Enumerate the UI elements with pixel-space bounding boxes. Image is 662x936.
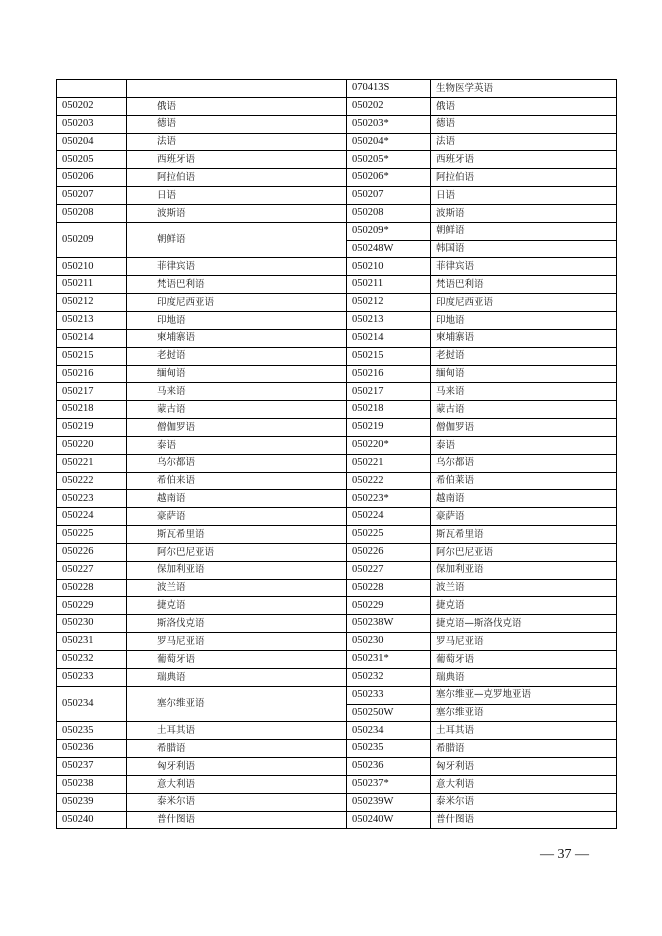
table-row [57, 133, 617, 151]
new-code-cell: 050204* [347, 133, 431, 151]
new-name-cell: 老挝语 [431, 347, 617, 365]
table-row [57, 383, 617, 401]
table-row [57, 633, 617, 651]
old-code-cell: 050233 [57, 668, 127, 686]
old-name-cell: 俄语 [127, 97, 347, 115]
old-name-cell: 保加利亚语 [127, 561, 347, 579]
table-row [57, 508, 617, 526]
new-code-cell: 050238W [347, 615, 431, 633]
table-row [57, 615, 617, 633]
old-code-cell: 050237 [57, 758, 127, 776]
old-name-cell: 阿拉伯语 [127, 169, 347, 187]
table-row [57, 311, 617, 329]
old-name-cell: 菲律宾语 [127, 258, 347, 276]
new-name-cell: 缅甸语 [431, 365, 617, 383]
old-code-cell: 050209 [57, 222, 127, 258]
table-body [57, 80, 617, 829]
old-code-cell: 050225 [57, 526, 127, 544]
new-code-cell: 050224 [347, 508, 431, 526]
old-name-cell: 泰语 [127, 436, 347, 454]
old-name-cell: 波斯语 [127, 204, 347, 222]
table-row [57, 347, 617, 365]
table-row [57, 561, 617, 579]
table-row [57, 811, 617, 829]
table-row [57, 294, 617, 312]
new-code-cell: 050250W [347, 704, 431, 722]
old-code-cell: 050224 [57, 508, 127, 526]
table-row [57, 115, 617, 133]
old-name-cell: 塞尔维亚语 [127, 686, 347, 722]
old-name-cell: 罗马尼亚语 [127, 633, 347, 651]
table-row [57, 222, 617, 240]
table-row [57, 419, 617, 437]
table-row [57, 258, 617, 276]
new-name-cell: 菲律宾语 [431, 258, 617, 276]
new-code-cell: 050215 [347, 347, 431, 365]
new-code-cell: 050230 [347, 633, 431, 651]
table-row [57, 579, 617, 597]
old-name-cell: 乌尔都语 [127, 454, 347, 472]
table-row [57, 169, 617, 187]
new-code-cell: 050208 [347, 204, 431, 222]
new-name-cell: 豪萨语 [431, 508, 617, 526]
old-name-cell: 印地语 [127, 311, 347, 329]
old-code-cell: 050202 [57, 97, 127, 115]
new-name-cell: 韩国语 [431, 240, 617, 258]
old-code-cell: 050238 [57, 775, 127, 793]
old-name-cell: 阿尔巴尼亚语 [127, 543, 347, 561]
new-code-cell: 050213 [347, 311, 431, 329]
new-code-cell: 050210 [347, 258, 431, 276]
old-code-cell: 050215 [57, 347, 127, 365]
old-code-cell: 050231 [57, 633, 127, 651]
new-name-cell: 瑞典语 [431, 668, 617, 686]
old-name-cell: 希腊语 [127, 740, 347, 758]
old-code-cell: 050239 [57, 793, 127, 811]
old-name-cell: 法语 [127, 133, 347, 151]
table-row [57, 187, 617, 205]
table-row [57, 97, 617, 115]
table-row [57, 722, 617, 740]
new-code-cell: 050212 [347, 294, 431, 312]
new-code-cell: 050214 [347, 329, 431, 347]
table-row [57, 758, 617, 776]
new-code-cell: 050231* [347, 651, 431, 669]
new-code-cell: 050228 [347, 579, 431, 597]
new-name-cell: 捷克语 [431, 597, 617, 615]
new-name-cell: 蒙古语 [431, 401, 617, 419]
new-code-cell: 050240W [347, 811, 431, 829]
new-code-cell: 050239W [347, 793, 431, 811]
table-row [57, 775, 617, 793]
old-code-cell: 050226 [57, 543, 127, 561]
old-name-cell: 捷克语 [127, 597, 347, 615]
new-name-cell: 僧伽罗语 [431, 419, 617, 437]
new-code-cell: 050235 [347, 740, 431, 758]
new-code-cell: 050226 [347, 543, 431, 561]
page-number: — 37 — [540, 847, 589, 862]
old-code-cell: 050218 [57, 401, 127, 419]
new-name-cell: 匈牙利语 [431, 758, 617, 776]
new-name-cell: 德语 [431, 115, 617, 133]
new-name-cell: 越南语 [431, 490, 617, 508]
old-name-cell: 老挝语 [127, 347, 347, 365]
new-name-cell: 斯瓦希里语 [431, 526, 617, 544]
old-name-cell: 柬埔寨语 [127, 329, 347, 347]
old-code-cell: 050222 [57, 472, 127, 490]
old-code-cell: 050217 [57, 383, 127, 401]
table-row [57, 80, 617, 98]
new-name-cell: 阿尔巴尼亚语 [431, 543, 617, 561]
new-code-cell: 050209* [347, 222, 431, 240]
old-name-cell: 豪萨语 [127, 508, 347, 526]
new-name-cell: 希伯莱语 [431, 472, 617, 490]
old-code-cell: 050216 [57, 365, 127, 383]
old-name-cell: 泰米尔语 [127, 793, 347, 811]
old-code-cell: 050221 [57, 454, 127, 472]
new-name-cell: 意大利语 [431, 775, 617, 793]
new-code-cell: 050237* [347, 775, 431, 793]
new-name-cell: 波斯语 [431, 204, 617, 222]
new-name-cell: 印度尼西亚语 [431, 294, 617, 312]
old-code-cell: 050204 [57, 133, 127, 151]
table-row [57, 668, 617, 686]
table-row [57, 526, 617, 544]
old-name-cell: 朝鲜语 [127, 222, 347, 258]
table-row [57, 365, 617, 383]
new-code-cell: 050236 [347, 758, 431, 776]
new-code-cell: 050203* [347, 115, 431, 133]
old-code-cell: 050229 [57, 597, 127, 615]
new-code-cell: 050225 [347, 526, 431, 544]
new-code-cell: 050234 [347, 722, 431, 740]
table-row [57, 490, 617, 508]
table-row [57, 740, 617, 758]
table-row [57, 276, 617, 294]
new-name-cell: 印地语 [431, 311, 617, 329]
table-row [57, 686, 617, 704]
new-code-cell: 050216 [347, 365, 431, 383]
new-name-cell: 泰语 [431, 436, 617, 454]
old-name-cell: 印度尼西亚语 [127, 294, 347, 312]
new-name-cell: 保加利亚语 [431, 561, 617, 579]
new-name-cell: 日语 [431, 187, 617, 205]
table-row [57, 651, 617, 669]
new-name-cell: 普什图语 [431, 811, 617, 829]
new-code-cell: 050218 [347, 401, 431, 419]
table-row [57, 151, 617, 169]
old-name-cell: 匈牙利语 [127, 758, 347, 776]
old-code-cell: 050227 [57, 561, 127, 579]
old-code-cell: 050210 [57, 258, 127, 276]
old-code-cell: 050234 [57, 686, 127, 722]
old-code-cell: 050211 [57, 276, 127, 294]
new-name-cell: 波兰语 [431, 579, 617, 597]
new-name-cell: 捷克语—斯洛伐克语 [431, 615, 617, 633]
old-name-cell: 波兰语 [127, 579, 347, 597]
old-code-cell: 050223 [57, 490, 127, 508]
table-row [57, 401, 617, 419]
new-code-cell: 050206* [347, 169, 431, 187]
new-code-cell: 050217 [347, 383, 431, 401]
new-name-cell: 马来语 [431, 383, 617, 401]
new-code-cell: 050248W [347, 240, 431, 258]
old-code-cell: 050236 [57, 740, 127, 758]
table-row [57, 436, 617, 454]
new-name-cell: 俄语 [431, 97, 617, 115]
new-name-cell: 葡萄牙语 [431, 651, 617, 669]
new-code-cell: 050211 [347, 276, 431, 294]
table-row [57, 597, 617, 615]
old-name-cell: 斯瓦希里语 [127, 526, 347, 544]
old-name-cell: 越南语 [127, 490, 347, 508]
old-name-cell: 蒙古语 [127, 401, 347, 419]
new-code-cell: 050227 [347, 561, 431, 579]
new-name-cell: 生物医学英语 [431, 80, 617, 98]
new-code-cell: 050222 [347, 472, 431, 490]
new-code-cell: 070413S [347, 80, 431, 98]
table-row [57, 204, 617, 222]
old-code-cell: 050219 [57, 419, 127, 437]
new-name-cell: 柬埔寨语 [431, 329, 617, 347]
old-name-cell: 马来语 [127, 383, 347, 401]
old-name-cell: 僧伽罗语 [127, 419, 347, 437]
old-code-cell: 050240 [57, 811, 127, 829]
old-code-cell: 050203 [57, 115, 127, 133]
old-name-cell: 日语 [127, 187, 347, 205]
old-code-cell: 050232 [57, 651, 127, 669]
new-name-cell: 西班牙语 [431, 151, 617, 169]
old-name-cell: 缅甸语 [127, 365, 347, 383]
old-name-cell [127, 80, 347, 98]
new-name-cell: 朝鲜语 [431, 222, 617, 240]
old-code-cell: 050230 [57, 615, 127, 633]
old-name-cell: 普什图语 [127, 811, 347, 829]
old-code-cell: 050212 [57, 294, 127, 312]
new-code-cell: 050207 [347, 187, 431, 205]
old-code-cell: 050207 [57, 187, 127, 205]
new-code-cell: 050232 [347, 668, 431, 686]
new-code-cell: 050220* [347, 436, 431, 454]
old-name-cell: 葡萄牙语 [127, 651, 347, 669]
old-name-cell: 意大利语 [127, 775, 347, 793]
old-code-cell: 050214 [57, 329, 127, 347]
new-code-cell: 050202 [347, 97, 431, 115]
new-name-cell: 乌尔都语 [431, 454, 617, 472]
old-code-cell: 050206 [57, 169, 127, 187]
new-name-cell: 泰米尔语 [431, 793, 617, 811]
old-code-cell: 050208 [57, 204, 127, 222]
old-name-cell: 斯洛伐克语 [127, 615, 347, 633]
new-name-cell: 罗马尼亚语 [431, 633, 617, 651]
old-code-cell: 050220 [57, 436, 127, 454]
new-name-cell: 希腊语 [431, 740, 617, 758]
new-code-cell: 050221 [347, 454, 431, 472]
major-comparison-table [56, 79, 617, 829]
new-code-cell: 050223* [347, 490, 431, 508]
new-code-cell: 050229 [347, 597, 431, 615]
new-name-cell: 土耳其语 [431, 722, 617, 740]
new-name-cell: 梵语巴利语 [431, 276, 617, 294]
old-code-cell: 050213 [57, 311, 127, 329]
table-row [57, 543, 617, 561]
table-row [57, 472, 617, 490]
new-code-cell: 050219 [347, 419, 431, 437]
new-code-cell: 050205* [347, 151, 431, 169]
old-code-cell [57, 80, 127, 98]
new-name-cell: 法语 [431, 133, 617, 151]
old-name-cell: 土耳其语 [127, 722, 347, 740]
old-name-cell: 西班牙语 [127, 151, 347, 169]
old-name-cell: 梵语巴利语 [127, 276, 347, 294]
old-code-cell: 050228 [57, 579, 127, 597]
new-name-cell: 塞尔维亚—克罗地亚语 [431, 686, 617, 704]
old-code-cell: 050205 [57, 151, 127, 169]
old-name-cell: 希伯来语 [127, 472, 347, 490]
table-row [57, 329, 617, 347]
new-code-cell: 050233 [347, 686, 431, 704]
table-row [57, 454, 617, 472]
old-name-cell: 德语 [127, 115, 347, 133]
old-code-cell: 050235 [57, 722, 127, 740]
table-row [57, 793, 617, 811]
new-name-cell: 塞尔维亚语 [431, 704, 617, 722]
new-name-cell: 阿拉伯语 [431, 169, 617, 187]
old-name-cell: 瑞典语 [127, 668, 347, 686]
